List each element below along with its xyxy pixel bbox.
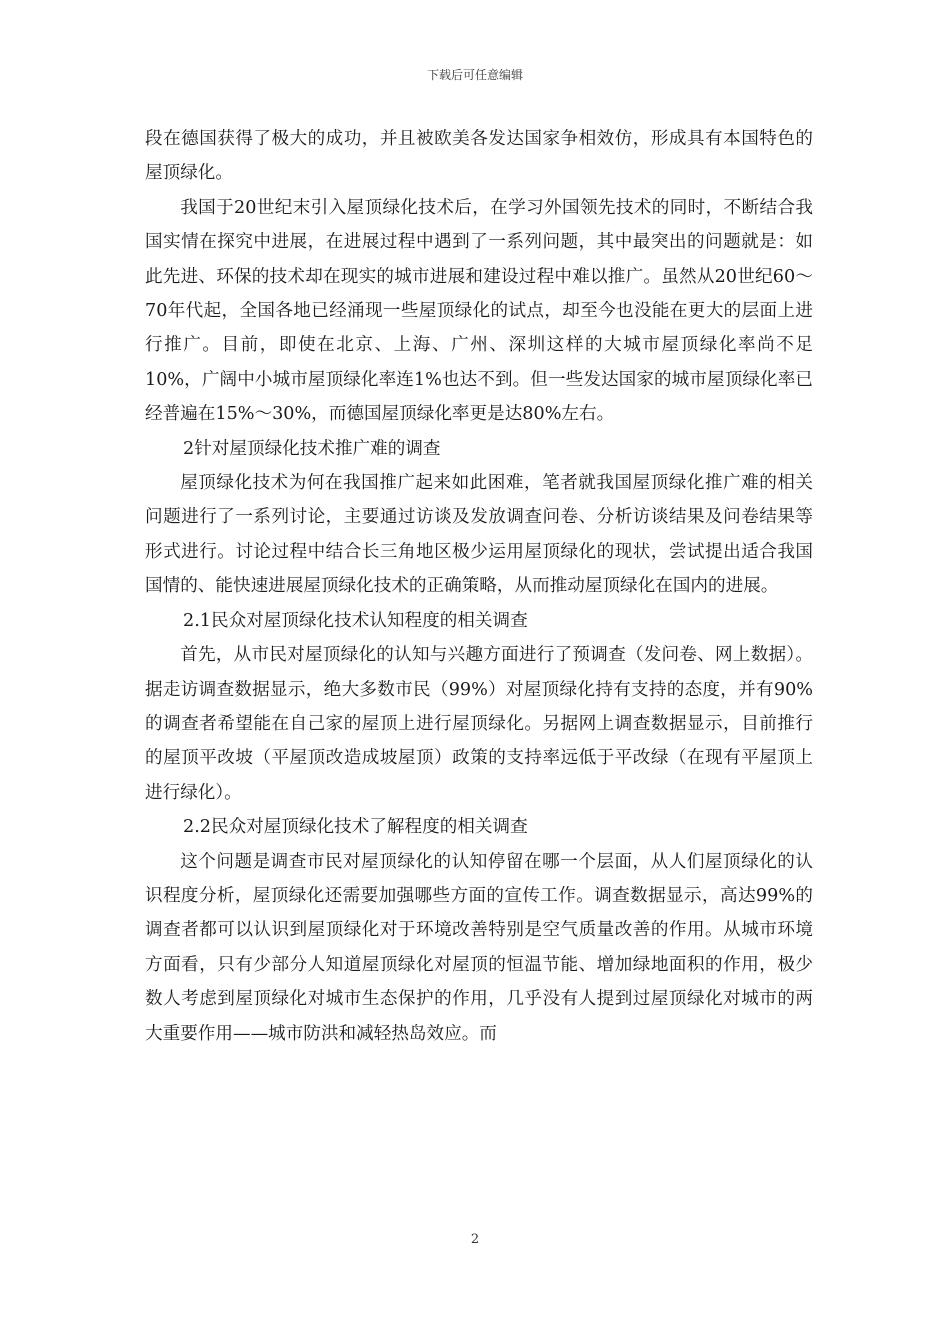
- page-number: 2: [470, 1232, 480, 1247]
- page-header: 下载后可任意编辑: [426, 68, 523, 82]
- paragraph-introduction-history: 我国于20世纪末引入屋顶绿化技术后，在学习外国领先技术的同时，不断结合我国实情在探究中进展，在进展过程中遇到了一系列问题，其中最突出的问题就是：如此先进、环保的技术却在现实的城市进展和建设过程中难以推广。虽然从20世纪60～70年代起，全国各地已经涌现一些屋顶绿化的试点，却至今也没能在更大的层面上进行推广。目前，即使在北京、上海、广州、深圳这样的大城市屋顶绿化率尚不足10%，广阔中小城市屋顶绿化率连1%也达不到。但一些发达国家的城市屋顶绿化率已经普遍在15%～30%，而德国屋顶绿化率更是达80%左右。: [145, 197, 813, 425]
- document-body: [145, 122, 813, 1051]
- section-heading-2-2: 2.2民众对屋顶绿化技术了解程度的相关调查: [183, 817, 528, 838]
- paragraph-survey-overview: 屋顶绿化技术为何在我国推广起来如此困难，笔者就我国屋顶绿化推广难的相关问题进行了一系列讨论，主要通过访谈及发放调查问卷、分析访谈结果及问卷结果等形式进行。讨论过程中结合长三角地区极少运用屋顶绿化的现状，尝试提出适合我国国情的、能快速进展屋顶绿化技术的正确策略，从而推动屋顶绿化在国内的进展。: [145, 473, 813, 597]
- paragraph-continuation: 段在德国获得了极大的成功，并且被欧美各发达国家争相效仿，形成具有本国特色的屋顶绿化。: [145, 129, 813, 184]
- paragraph-understanding-survey: 这个问题是调查市民对屋顶绿化的认知停留在哪一个层面，从人们屋顶绿化的认识程度分析，屋顶绿化还需要加强哪些方面的宣传工作。调查数据显示，高达99%的调查者都可以认识到屋顶绿化对于环境改善特别是空气质量改善的作用。从城市环境方面看，只有少部分人知道屋顶绿化对屋顶的恒温节能、增加绿地面积的作用，极少数人考虑到屋顶绿化对城市生态保护的作用，几乎没有人提到过屋顶绿化对城市的两大重要作用——城市防洪和减轻热岛效应。而: [145, 851, 813, 1044]
- section-heading-2-1: 2.1民众对屋顶绿化技术认知程度的相关调查: [183, 610, 528, 631]
- section-heading-2: 2针对屋顶绿化技术推广难的调查: [183, 438, 441, 459]
- paragraph-awareness-survey: 首先，从市民对屋顶绿化的认知与兴趣方面进行了预调查（发问卷、网上数据）。据走访调查数据显示，绝大多数市民（99%）对屋顶绿化持有支持的态度，并有90%的调查者希望能在自己家的屋顶上进行屋顶绿化。另据网上调查数据显示，目前推行的屋顶平改坡（平屋顶改造成坡屋顶）政策的支持率远低于平改绿（在现有平屋顶上进行绿化）。: [145, 645, 813, 803]
